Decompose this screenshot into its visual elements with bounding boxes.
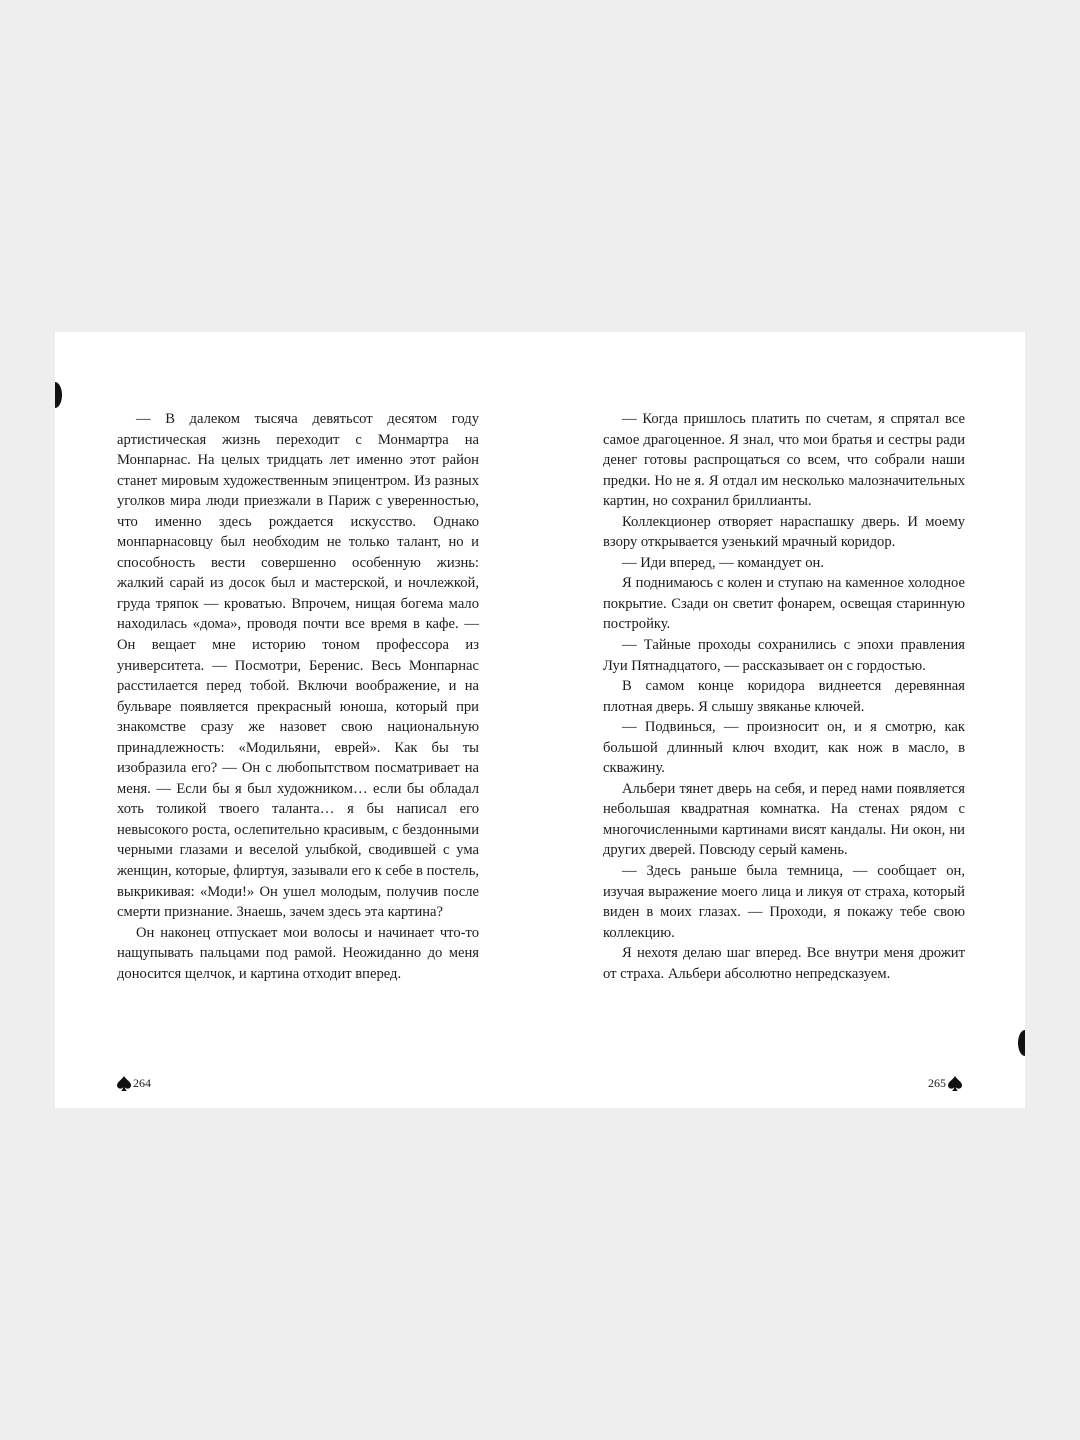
left-page-folio <box>117 1075 151 1091</box>
paragraph: Он наконец отпускает мои волосы и начинает что-то нащупывать пальцами под рамой. Неожиданно до меня доносится щелчок, и картина отходит вперед. <box>117 924 479 982</box>
right-edge-tab-mark <box>1018 1030 1025 1056</box>
paragraph: — В далеком тысяча девятьсот десятом году артистическая жизнь переходит с Монмартра на Монпарнас. На целых тридцать лет именно этот район станет мировым художественным эпицентром. Из разных уголков мира люди приезжали в Париж с уверенностью, что именно здесь рождается искусство. Однако монпарнасовцу был необходим не только талант, но и способность вести совершенно особенную жизнь: жалкий сарай из досок был и мастерской, и ночлежкой, груда тряпок — кроватью. Впрочем, нищая богема мало находилась «дома», проводя почти все время в кафе. — Он вещает мне историю тоном профессора из университета. — Посмотри, Беренис. Весь Монпарнас расстилается перед тобой. Включи воображение, и на бульваре появляется прекрасный юноша, который при знакомстве сразу же назовет свою национальную принадлежность: «Модильяни, еврей». Как бы ты изобразила его? — Он с любопытством посматривает на меня. — Если бы я был художником… если бы обладал хоть толикой твоего таланта… я бы написал его невысокого роста, ослепительно красивым, с бездонными черными глазами и веселой улыбкой, сводившей с ума женщин, которые, флиртуя, зазывали его к себе в постель, выкрикивая: «Моди!» Он ушел молодым, получив после смерти признание. Знаешь, зачем здесь эта картина? <box>117 411 479 921</box>
page-number: 265 <box>928 1076 946 1090</box>
paragraph: Альбери тянет дверь на себя, и перед нами появляется небольшая квадратная комнатка. На стенах рядом с многочисленными картинами висят кандалы. Ни окон, ни других дверей. Повсюду серый камень. <box>603 780 965 859</box>
left-page <box>55 332 540 1108</box>
page-number: 264 <box>133 1076 151 1090</box>
paragraph: Я поднимаюсь с колен и ступаю на каменное холодное покрытие. Сзади он светит фонарем, освещая старинную постройку. <box>603 575 965 633</box>
right-page-folio <box>928 1075 962 1091</box>
paragraph: В самом конце коридора виднеется деревянная плотная дверь. Я слышу звяканье ключей. <box>603 678 965 715</box>
paragraph: — Подвинься, — произносит он, и я смотрю, как большой длинный ключ входит, как нож в масло, в скважину. <box>603 719 965 777</box>
right-page-text <box>603 409 965 984</box>
paragraph: — Здесь раньше была темница, — сообщает он, изучая выражение моего лица и ликуя от страха, который виден в моих глазах. — Проходи, я покажу тебе свою коллекцию. <box>603 863 965 941</box>
left-page-text <box>117 409 479 984</box>
spade-icon <box>117 1076 131 1091</box>
paragraph: Коллекционер отворяет нараспашку дверь. И моему взору открывается узенький мрачный коридор. <box>603 513 965 551</box>
paragraph: — Тайные проходы сохранились с эпохи правления Луи Пятнадцатого, — рассказывает он с гордостью. <box>603 637 965 674</box>
paragraph: Я нехотя делаю шаг вперед. Все внутри меня дрожит от страха. Альбери абсолютно непредсказуем. <box>603 945 965 982</box>
paragraph: — Иди вперед, — командует он. <box>622 554 824 571</box>
spade-icon <box>948 1076 962 1091</box>
right-page <box>540 332 1025 1108</box>
book-spread <box>55 332 1025 1108</box>
paragraph: — Когда пришлось платить по счетам, я спрятал все самое драгоценное. Я знал, что мои братья и сестры ради денег готовы распрощаться со всем, что собрали наши предки. Но не я. Я отдал им несколько малозначительных картин, но сохранил бриллианты. <box>603 411 965 510</box>
left-edge-tab-mark <box>55 382 62 408</box>
